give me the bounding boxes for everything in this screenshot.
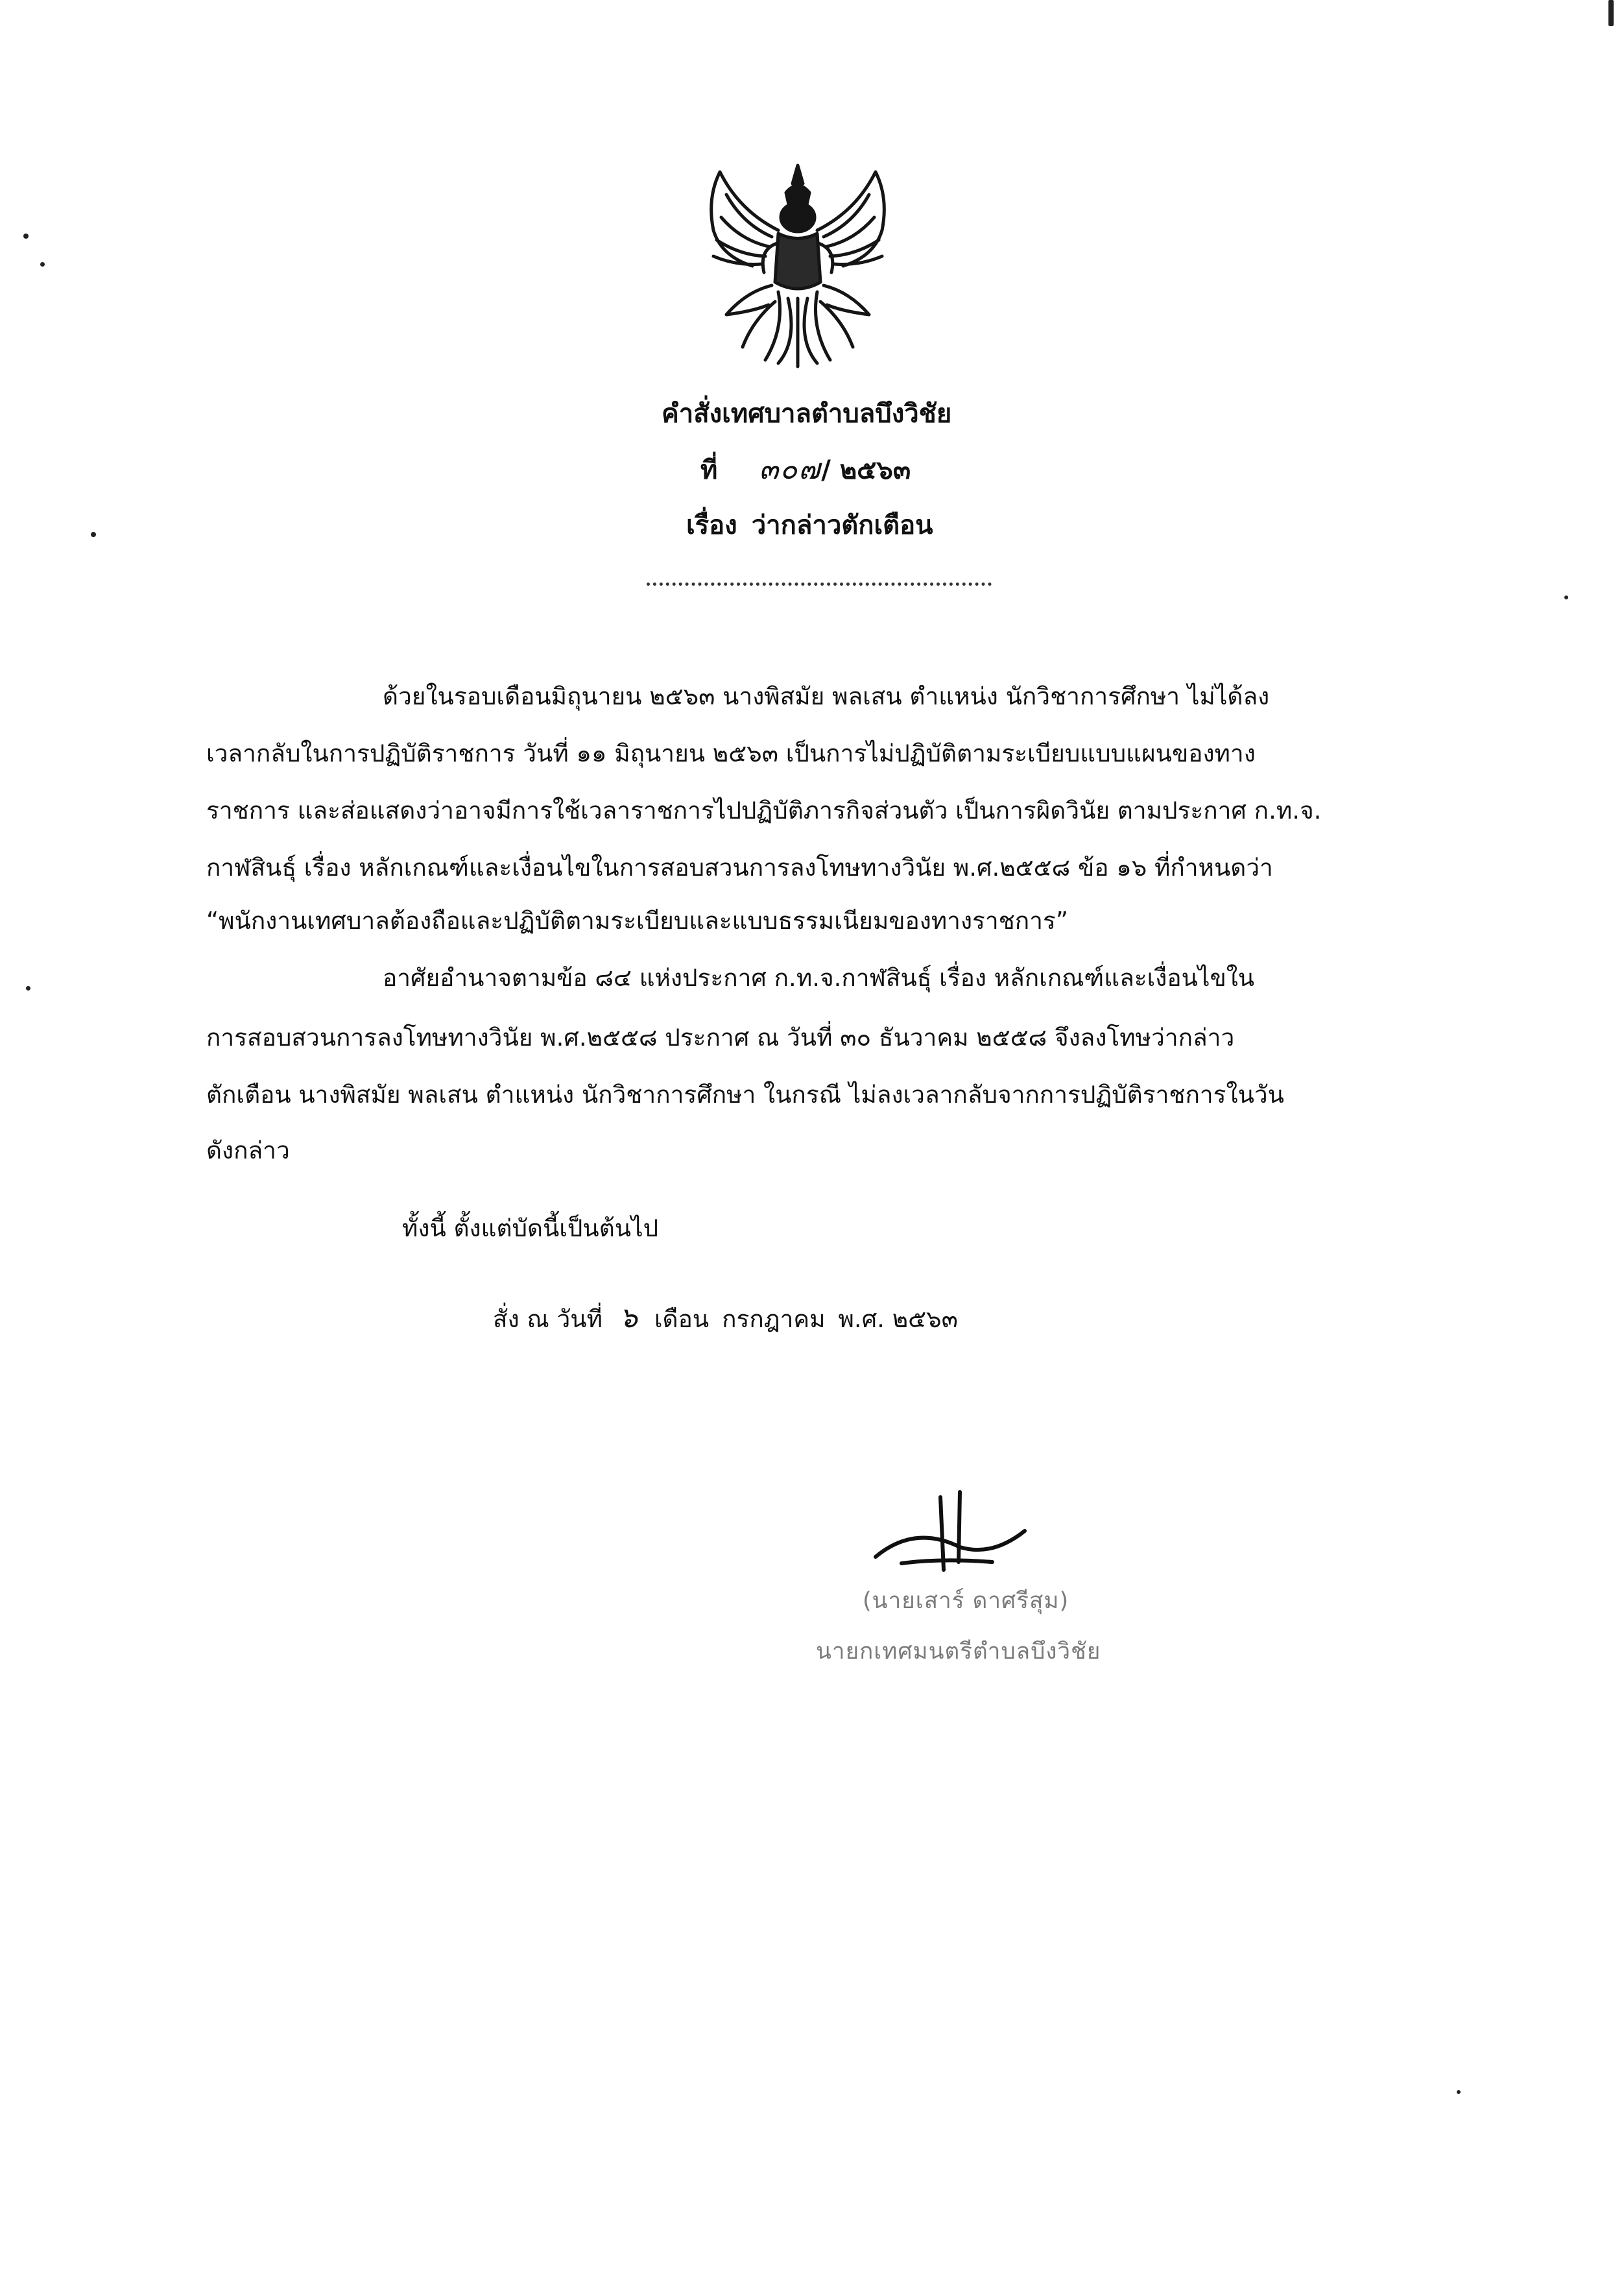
handwritten-signature-icon: [863, 1485, 1031, 1576]
signer-name-stamp: (นายเสาร์ ดาศรีสุม): [863, 1588, 1069, 1614]
order-number: [700, 450, 911, 490]
order-number-suffix: / ๒๕๖๓: [821, 455, 911, 485]
paragraph-line: ด้วยในรอบเดือนมิถุนายน ๒๕๖๓ นางพิสมัย พลเสน ตำแหน่ง นักวิชาการศึกษา ไม่ได้ลง: [383, 682, 1270, 710]
signer-position-stamp: นายกเทศมนตรีตำบลบึงวิชัย: [816, 1639, 1101, 1665]
paragraph-line: กาฬสินธุ์ เรื่อง หลักเกณฑ์และเงื่อนไขในการสอบสวนการลงโทษทางวินัย พ.ศ.๒๕๕๘ ข้อ ๑๖ ที่กำหนดว่า: [206, 854, 1273, 882]
garuda-emblem-icon: [681, 152, 914, 373]
order-number-prefix: ที่: [700, 455, 718, 485]
effective-clause: ทั้งนี้ ตั้งแต่บัดนี้เป็นต้นไป: [402, 1214, 659, 1242]
date-day-handwritten: ๖: [619, 1301, 638, 1334]
subject-text: ว่ากล่าวตักเตือน: [751, 511, 933, 540]
order-subject: [686, 506, 933, 545]
paragraph-line: ราชการ และส่อแสดงว่าอาจมีการใช้เวลาราชการไปปฏิบัติภารกิจส่วนตัว เป็นการผิดวินัย ตามประกาศ ก.ท.จ.: [206, 797, 1322, 824]
scan-speck: [1564, 595, 1568, 599]
subject-label: เรื่อง: [686, 511, 737, 540]
scan-speck: [91, 532, 96, 537]
scan-speck: [1608, 0, 1614, 26]
paragraph-line: ดังกล่าว: [206, 1136, 290, 1164]
paragraph-line: ตักเตือน นางพิสมัย พลเสน ตำแหน่ง นักวิชาการศึกษา ในกรณี ไม่ลงเวลากลับจากการปฏิบัติราชการในวัน: [206, 1081, 1284, 1109]
header-divider: [647, 583, 992, 586]
paragraph-line: เวลากลับในการปฏิบัติราชการ วันที่ ๑๑ มิถุนายน ๒๕๖๓ เป็นการไม่ปฏิบัติตามระเบียบแบบแผนของทาง: [206, 740, 1256, 767]
scan-speck: [26, 986, 30, 991]
order-number-handwritten: ๓๐๗: [759, 453, 822, 486]
date-month: กรกฎาคม: [722, 1305, 826, 1333]
date-month-label: เดือน: [654, 1305, 710, 1333]
paragraph-line: อาศัยอำนาจตามข้อ ๘๔ แห่งประกาศ ก.ท.จ.กาฬสินธุ์ เรื่อง หลักเกณฑ์และเงื่อนไขใน: [383, 964, 1255, 992]
date-prefix: สั่ง ณ วันที่: [493, 1305, 603, 1333]
order-date: [493, 1290, 958, 1348]
scan-speck: [1457, 2090, 1461, 2094]
scan-speck: [40, 262, 45, 267]
scan-speck: [23, 234, 29, 239]
paragraph-line: การสอบสวนการลงโทษทางวินัย พ.ศ.๒๕๕๘ ประกาศ ณ วันที่ ๓๐ ธันวาคม ๒๕๕๘ จึงลงโทษว่ากล่าว: [206, 1024, 1235, 1052]
date-year: พ.ศ. ๒๕๖๓: [838, 1305, 958, 1333]
order-title: คำสั่งเทศบาลตำบลบึงวิชัย: [662, 399, 952, 429]
paragraph-line: “พนักงานเทศบาลต้องถือและปฏิบัติตามระเบียบและแบบธรรมเนียมของทางราชการ”: [206, 907, 1069, 935]
